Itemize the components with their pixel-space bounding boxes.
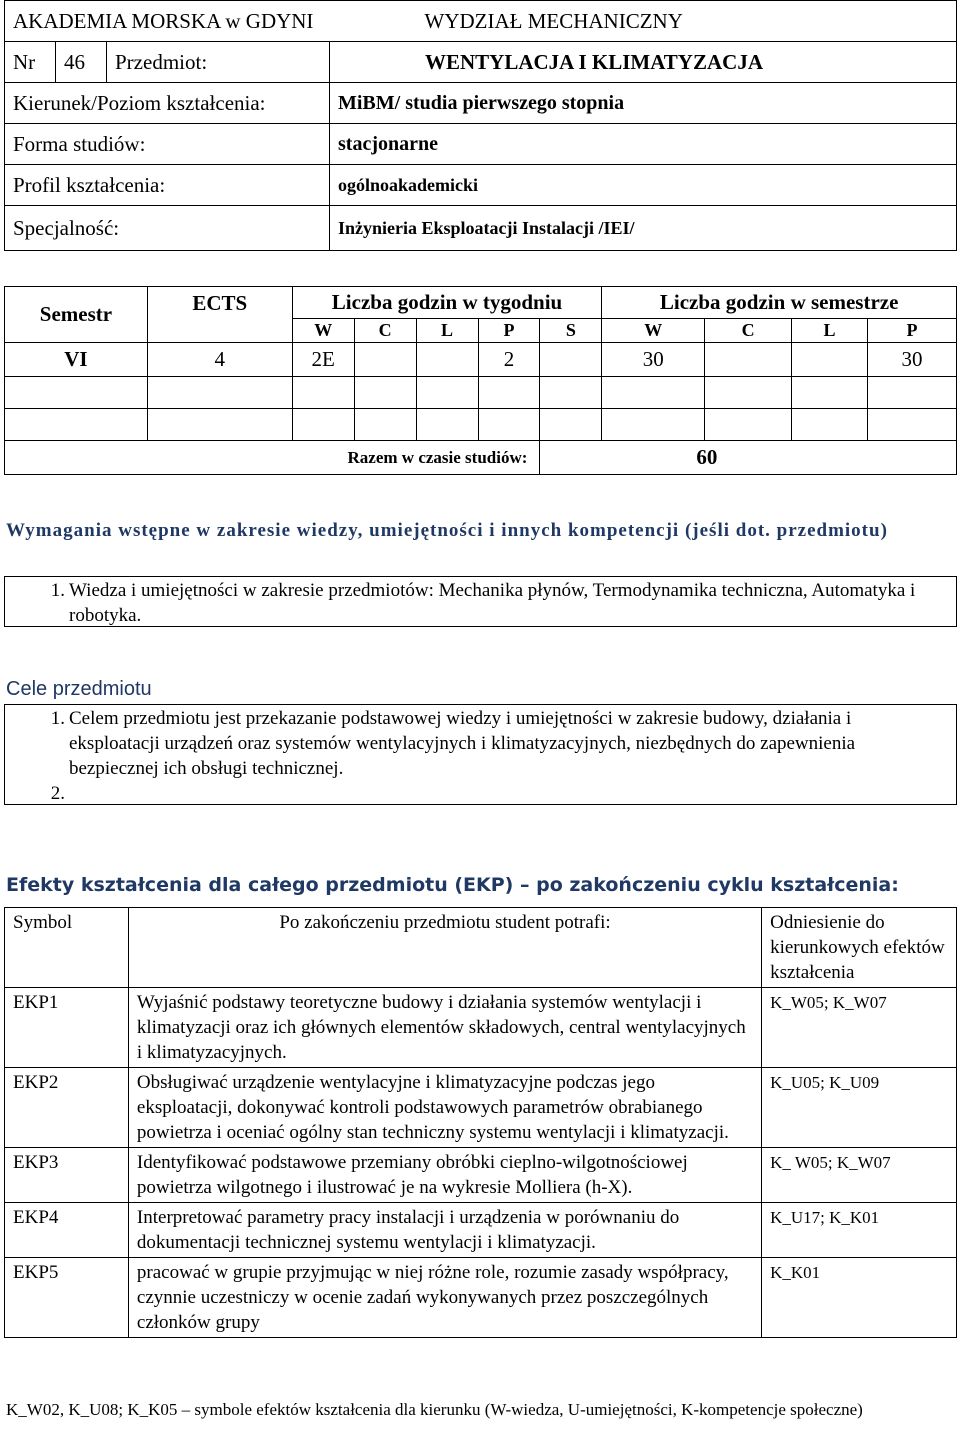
course-header-table bbox=[4, 0, 957, 251]
outcomes-title: Efekty kształcenia dla całego przedmiotu (EKP) – po zakończeniu cyklu kształcenia: bbox=[6, 874, 899, 896]
ekp-reference: K_W05; K_W07 bbox=[762, 988, 957, 1068]
ekp-symbol: EKP4 bbox=[5, 1203, 129, 1258]
total-label: Razem w czasie studiów: bbox=[5, 441, 540, 475]
row-s bbox=[540, 343, 602, 377]
semester-hours-header: Liczba godzin w semestrze bbox=[602, 287, 957, 319]
item-number: 2. bbox=[50, 783, 65, 804]
table-row bbox=[5, 1148, 957, 1203]
ekp-reference: K_ W05; K_W07 bbox=[762, 1148, 957, 1203]
empty-cell bbox=[354, 377, 416, 409]
week-p: P bbox=[478, 319, 540, 343]
empty-cell bbox=[147, 409, 292, 441]
ekp-symbol: EKP1 bbox=[5, 988, 129, 1068]
empty-cell bbox=[868, 377, 957, 409]
reference-header: Odniesienie do kierunkowych efektów kształcenia bbox=[762, 908, 957, 988]
ekp-symbol: EKP2 bbox=[5, 1068, 129, 1148]
field-label: Kierunek/Poziom kształcenia: bbox=[5, 83, 330, 124]
table-row bbox=[5, 1258, 957, 1338]
ekp-reference: K_K01 bbox=[762, 1258, 957, 1338]
empty-cell bbox=[478, 377, 540, 409]
empty-cell bbox=[147, 377, 292, 409]
empty-cell bbox=[868, 409, 957, 441]
empty-cell bbox=[5, 409, 148, 441]
nr-label: Nr bbox=[5, 42, 56, 83]
study-form-label: Forma studiów: bbox=[5, 124, 330, 165]
empty-cell bbox=[292, 409, 354, 441]
empty-cell bbox=[705, 377, 792, 409]
outcomes-footnote: K_W02, K_U08; K_K05 – symbole efektów kształcenia dla kierunku (W-wiedza, U-umiejętności, K-kompetencje społeczne) bbox=[6, 1400, 863, 1419]
empty-cell bbox=[705, 409, 792, 441]
row-sp: 30 bbox=[868, 343, 957, 377]
empty-cell bbox=[602, 409, 705, 441]
table-row bbox=[5, 988, 957, 1068]
row-c bbox=[354, 343, 416, 377]
specialty-value: Inżynieria Eksploatacji Instalacji /IEI/ bbox=[330, 206, 957, 251]
empty-cell bbox=[5, 377, 148, 409]
item-text: Celem przedmiotu jest przekazanie podstawowej wiedzy i umiejętności w zakresie budowy, działania i eksploatacji urządzeń oraz systemów wentylacyjnych i klimatyzacyjnych, niezbędnych do zapewnienia bezpiecznej ich obsługi technicznej. bbox=[69, 708, 856, 779]
item-text: Wiedza i umiejętności w zakresie przedmiotów: Mechanika płynów, Termodynamika techniczna, Automatyka i robotyka. bbox=[69, 580, 916, 626]
item-number: 1. bbox=[50, 580, 65, 601]
profile-value: ogólnoakademicki bbox=[330, 165, 957, 206]
semester-hours-table bbox=[4, 286, 957, 475]
profile-label: Profil kształcenia: bbox=[5, 165, 330, 206]
week-w: W bbox=[292, 319, 354, 343]
subject-value: WENTYLACJA I KLIMATYZACJA bbox=[330, 42, 957, 83]
empty-cell bbox=[416, 409, 478, 441]
empty-cell bbox=[354, 409, 416, 441]
week-hours-header: Liczba godzin w tygodniu bbox=[292, 287, 602, 319]
ekp-symbol: EKP5 bbox=[5, 1258, 129, 1338]
row-ects: 4 bbox=[147, 343, 292, 377]
table-row bbox=[5, 1203, 957, 1258]
description-header: Po zakończeniu przedmiotu student potrafi: bbox=[128, 908, 761, 988]
row-w: 2E bbox=[292, 343, 354, 377]
field-value: MiBM/ studia pierwszego stopnia bbox=[330, 83, 957, 124]
ekp-description: Obsługiwać urządzenie wentylacyjne i klimatyzacyjne podczas jego eksploatacji, dokonywać kontroli podstawowych parametrów obrabianego powietrza i oceniać ogólny stan techniczny systemu wentylacji i klimatyzacji. bbox=[128, 1068, 761, 1148]
symbol-header: Symbol bbox=[5, 908, 129, 988]
empty-cell bbox=[478, 409, 540, 441]
sem-p: P bbox=[868, 319, 957, 343]
row-sw: 30 bbox=[602, 343, 705, 377]
ekp-description: Wyjaśnić podstawy teoretyczne budowy i działania systemów wentylacji i klimatyzacji oraz ich głównych elementów składowych, central wentylacyjnych i klimatyzacyjnych. bbox=[128, 988, 761, 1068]
empty-cell bbox=[292, 377, 354, 409]
row-p: 2 bbox=[478, 343, 540, 377]
ekp-reference: K_U17; K_K01 bbox=[762, 1203, 957, 1258]
faculty-name: WYDZIAŁ MECHANICZNY bbox=[330, 1, 957, 42]
ects-header-text: ECTS bbox=[192, 291, 248, 315]
requirements-list bbox=[4, 576, 957, 627]
sem-l: L bbox=[792, 319, 868, 343]
week-l: L bbox=[416, 319, 478, 343]
study-form-value: stacjonarne bbox=[330, 124, 957, 165]
list-item bbox=[5, 706, 956, 781]
row-l bbox=[416, 343, 478, 377]
week-c: C bbox=[354, 319, 416, 343]
semestr-header: Semestr bbox=[5, 287, 148, 343]
table-row bbox=[5, 1068, 957, 1148]
ekp-reference: K_U05; K_U09 bbox=[762, 1068, 957, 1148]
row-sl bbox=[792, 343, 868, 377]
empty-cell bbox=[602, 377, 705, 409]
goals-title: Cele przedmiotu bbox=[6, 678, 152, 700]
outcomes-table bbox=[4, 907, 957, 1338]
list-item bbox=[5, 578, 956, 628]
empty-cell bbox=[792, 409, 868, 441]
ekp-symbol: EKP3 bbox=[5, 1148, 129, 1203]
sem-w: W bbox=[602, 319, 705, 343]
row-semestr: VI bbox=[5, 343, 148, 377]
empty-cell bbox=[416, 377, 478, 409]
item-number: 1. bbox=[50, 708, 65, 729]
empty-cell bbox=[540, 377, 602, 409]
empty-cell bbox=[540, 409, 602, 441]
ekp-description: Identyfikować podstawowe przemiany obróbki cieplno-wilgotnościowej powietrza wilgotnego i ilustrować je na wykresie Molliera (h-X). bbox=[128, 1148, 761, 1203]
ekp-description: pracować w grupie przyjmując w niej różne role, rozumie zasady współpracy, czynnie uczestniczy w ocenie zadań wykonywanych przez poszczególnych członków grupy bbox=[128, 1258, 761, 1338]
ekp-description: Interpretować parametry pracy instalacji i urządzenia w porównaniu do dokumentacji technicznej systemu wentylacji i klimatyzacji. bbox=[128, 1203, 761, 1258]
empty-cell bbox=[792, 377, 868, 409]
week-s: S bbox=[540, 319, 602, 343]
goals-list bbox=[4, 704, 957, 805]
sem-c: C bbox=[705, 319, 792, 343]
list-item bbox=[5, 781, 956, 806]
specialty-label: Specjalność: bbox=[5, 206, 330, 251]
requirements-title: Wymagania wstępne w zakresie wiedzy, umiejętności i innych kompetencji (jeśli dot. przedmiotu) bbox=[6, 520, 888, 541]
ects-header bbox=[147, 287, 292, 343]
total-value: 60 bbox=[540, 441, 957, 475]
academy-name: AKADEMIA MORSKA w GDYNI bbox=[5, 1, 330, 42]
nr-value: 46 bbox=[56, 42, 107, 83]
row-sc bbox=[705, 343, 792, 377]
subject-label: Przedmiot: bbox=[107, 42, 330, 83]
